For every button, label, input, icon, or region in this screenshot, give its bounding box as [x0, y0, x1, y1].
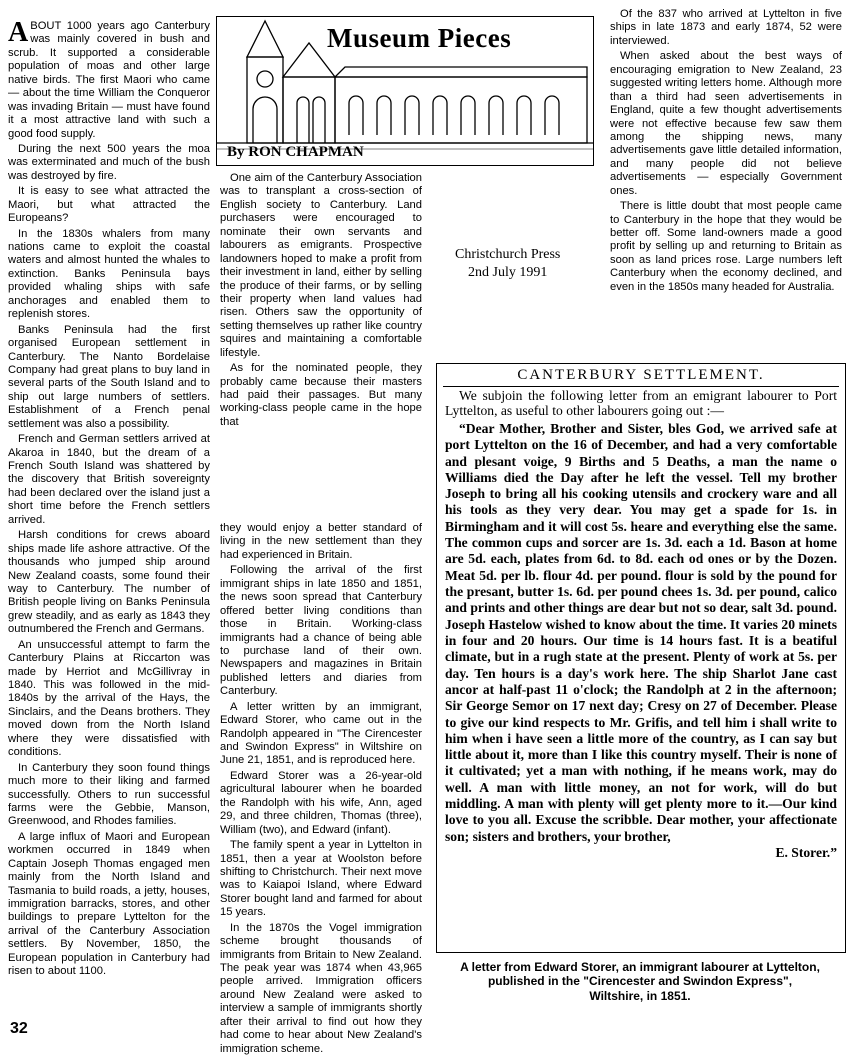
letter-caption: A letter from Edward Storer, an immigrant labourer at Lyttelton, published in the "Cirencester and Swindon Express", Wiltshire, in 1851.: [460, 960, 820, 1003]
banner-title: Museum Pieces: [327, 23, 512, 53]
article-paragraph: [8, 17, 210, 141]
article-paragraph: As for the nominated people, they probably came because their masters had paid their passages. But many working-class people came in the hope that: [220, 362, 422, 428]
article-paragraph: Edward Storer was a 26-year-old agricultural labourer when he boarded the Randolph with his wife, Ann, aged 29, and three children, Thomas (three), William (two), and Edward (infant).: [220, 769, 422, 836]
article-column-2-continued: [220, 522, 422, 1058]
article-paragraph: It is easy to see what attracted the Maori, but what attracted the Europeans?: [8, 185, 210, 225]
article-paragraph: Following the arrival of the first immigrant ships in late 1850 and 1851, the news soon spread that Canterbury offered better living conditions than those in Britain. Working-class immigrants had a chance of being able to purchase land of their own. Newspapers and magazines in Britain published letters and diaries from Canterbury.: [220, 564, 422, 698]
article-paragraph: Of the 837 who arrived at Lyttelton in five ships in late 1873 and early 1874, 52 were interviewed.: [610, 8, 842, 47]
reproduced-letter: [436, 363, 846, 953]
article-paragraph: French and German settlers arrived at Akaroa in 1840, but the dream of a French South Island was shattered by the discovery that British sovereignty had been declared over the island just a short time before the French settlers arrived.: [8, 433, 210, 526]
article-column-2: [220, 172, 422, 431]
article-paragraph: In the 1830s whalers from many nations came to exploit the coastal waters and almost hunted the whales to extinction. Banks Peninsula bays provided whaling ships with safe anchorages and enabled them to replenish stores.: [8, 227, 210, 321]
letter-title: CANTERBURY SETTLEMENT.: [517, 367, 765, 383]
article-paragraph: A large influx of Maori and European workmen occurred in 1849 when Captain Joseph Thomas engaged men mainly from the North Island and Tasmania to build roads, a jetty, houses, immigration barracks, stores, and other buildings to prepare Lyttelton for the arrival of the Canterbury Association settlers. By November, 1850, the European population in Canterbury had risen to about 1100.: [8, 830, 210, 978]
article-paragraph: One aim of the Canterbury Association was to transplant a cross-section of English society to Canterbury. Land purchasers were encouraged to nominate their own servants and labourers as emigrants. Prospective landowners hoped to make a profit from their investment in land, either by selling the produce of their farms, or by selling their property when land values had risen. Others saw the opportunity of setting themselves up rather like country squires and maintaining a comfortable lifestyle.: [220, 172, 422, 359]
article-paragraph: When asked about the best ways of encouraging emigration to New Zealand, 23 suggested writing letters home. Although more than a third had seen advertisements in England, quite a few thought advertisements were not effective because few saw them among the shipping news, many advertisements gave little detailed information, and many people did not believe advertisements — especially Government ones.: [610, 50, 842, 197]
letter-rule: [443, 386, 839, 387]
drop-cap: A: [8, 17, 29, 48]
article-paragraph: During the next 500 years the moa was exterminated and much of the bush was destroyed by fire.: [8, 142, 210, 182]
source-publication: Christchurch Press: [455, 247, 561, 262]
article-paragraph: In the 1870s the Vogel immigration scheme brought thousands of immigrants from Britain to New Zealand. The peak year was 1874 when 43,965 people arrived. Immigration officers around New Zealand were asked to interview a sample of immigrants shortly after their arrival to find out how they had come to hear about New Zealand's immigration scheme.: [220, 921, 422, 1055]
source-date: 2nd July 1991: [468, 264, 548, 280]
article-paragraph: An unsuccessful attempt to farm the Canterbury Plains at Riccarton was made by Herriot and McGillivray in 1840. This was followed in the mid-1840s by the arrival of the Hays, the Sinclairs, and the Deans brothers. They moved down from the North Island where they were dissatisfied with conditions.: [8, 638, 210, 759]
article-column-3: [610, 8, 842, 296]
article-paragraph: they would enjoy a better standard of living in the new settlement than they had experienced in Britain.: [220, 522, 422, 561]
article-paragraph: There is little doubt that most people came to Canterbury in the hope that they would be better off. Some land-owners made a good profit by selling up and returning to Britain as soon as land prices rose. Large numbers left Canterbury when the economy declined, and even in the 1850s many headed for Australia.: [610, 200, 842, 293]
article-column-1: [8, 17, 210, 981]
page-number: 32: [10, 1020, 28, 1037]
source-note: [455, 246, 560, 281]
letter-signature: E. Storer.”: [775, 845, 837, 861]
column-banner: [216, 16, 594, 166]
letter-signature-row: [445, 845, 837, 861]
article-paragraph: Banks Peninsula had the first organised European settlement in Canterbury. The Nanto Bordelaise Company had great plans to buy land in several parts of the South Island and to ship out large numbers of settlers. Establishment of a French penal settlement was also a possibility.: [8, 323, 210, 430]
article-paragraph: Harsh conditions for crews aboard ships made life ashore attractive. Of the thousands who jumped ship around New Zealand coasts, some found their way to Canterbury. The number of British people living on Banks Peninsula grew steadily, and as early as 1843 they outnumbered the French and Germans.: [8, 529, 210, 636]
paragraph-text: BOUT 1000 years ago Canterbury was mainly covered in bush and scrub. It supported a considerable population of moas and other large native birds. The first Maori who came — about the time William the Conqueror was invading Britain — must have found it a most attractive land with such a good food supply.: [8, 20, 210, 140]
byline: By RON CHAPMAN: [227, 144, 364, 160]
article-paragraph: In Canterbury they soon found things much more to their liking and farmed successfully. Others to run successful farms were the Gebbie, Manson, Greenwood, and Rhodes families.: [8, 761, 210, 828]
letter-body: “Dear Mother, Brother and Sister, bles God, we arrived safe at port Lyttelton on the 16 of December, and had a very comfortable and plesant voige, 9 Births and 5 Deaths, a man the name o Williams died the Day after he left the vessel. Tell my brother Joseph to bring all his cooking utensils and crockery ware and all his tools as they very dear. You may get a spade for 1s. in Birmingham and it will cost 5s. heare and everything else the same. The common cups and sorcer are 1s. 3d. each a 1d. Bason at home are 5d. each, plates from 6d. to 8d. each od ones or by the Dozen. Meat 5d. per lb. flour 4d. per pound. flour is sold by the pound for the presant, butter 1s. 6d. per pound chees 1s. 3d. per pound, calico and prints and other things are dear but not so dear, salt 3d. pound. Joseph Hastelow wished to know about the time. It varies 20 minets in four and 20 hours. Our time is 14 hours fast. It is a beatiful climate, but in a rugh state at the present. Plenty of work at 5s. per day. Ten hours is a day's work here. The ship Sharlot Jane cast ancor at half-past 11 o'clock; the Randolph at 2 in the afternoon; Sir George Semor on 17 next day; Cresy on 27 of December. Please to give our kind respects to Mr. Grifis, and tell him i shall write to him when i have seen a little more of the country, as I can say but little about it, more than I like this country myself. Their is none of it cultivated; yet a man with nothing, if he means work, may do well. A man with little money, an not for work, will do but middling. A man with plenty will get plenty more to it.—Our kind love to you all. Excuse the scribble. Dear mother, your affectionate son; sisters and brothers, your brother,: [445, 420, 837, 844]
letter-intro: We subjoin the following letter from an emigrant labourer to Port Lyttelton, as useful to other labourers going out :—: [445, 388, 837, 418]
article-paragraph: A letter written by an immigrant, Edward Storer, who came out in the Randolph appeared in "The Cirencester and Swindon Express" in Wiltshire on June 21, 1851, and is reproduced here.: [220, 700, 422, 767]
article-paragraph: The family spent a year in Lyttelton in 1851, then a year at Woolston before shifting to Christchurch. Their next move was to Kaiapoi Island, where Edward Storer bought land and farmed for about 15 years.: [220, 839, 422, 919]
